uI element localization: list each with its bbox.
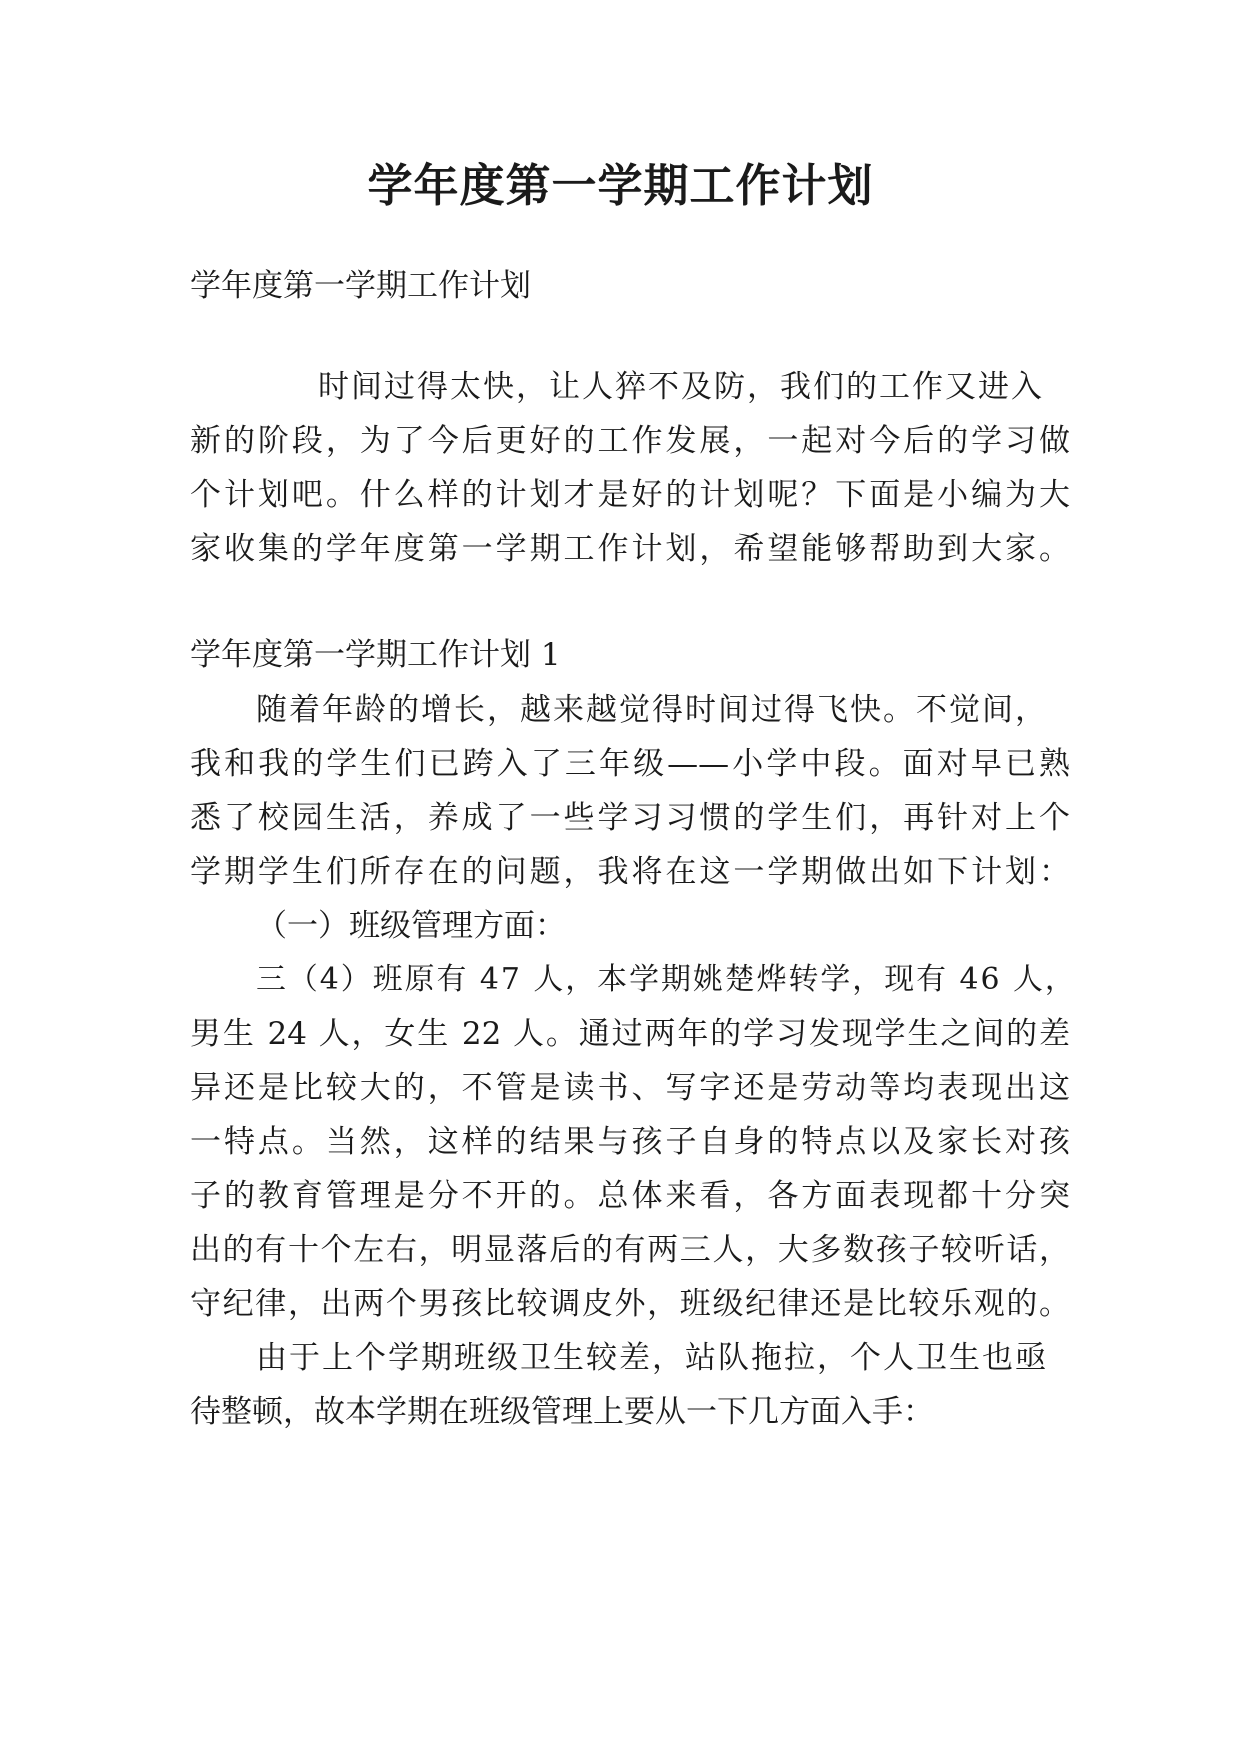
- paragraph3-line-1: 由于上个学期班级卫生较差，站队拖拉，个人卫生也亟: [256, 1340, 1048, 1376]
- paragraph2-line-7: 守纪律，出两个男孩比较调皮外，班级纪律还是比较乐观的。: [190, 1286, 1070, 1322]
- paragraph2-line-5: 子的教育管理是分不开的。总体来看，各方面表现都十分突: [190, 1178, 1070, 1214]
- intro-line-3: 个计划吧。什么样的计划才是好的计划呢？下面是小编为大: [190, 477, 1070, 513]
- paragraph2-line-1: 三（4）班原有 47 人，本学期姚楚烨转学，现有 46 人，: [256, 962, 1077, 997]
- document-title: 学年度第一学期工作计划: [367, 159, 874, 212]
- paragraph3-line-2: 待整顿，故本学期在班级管理上要从一下几方面入手：: [190, 1394, 934, 1430]
- intro-line-1: 时间过得太快，让人猝不及防，我们的工作又进入: [318, 369, 1044, 405]
- paragraph1-line-1: 随着年龄的增长，越来越觉得时间过得飞快。不觉间，: [256, 692, 1048, 728]
- section-heading: 学年度第一学期工作计划 1: [190, 637, 561, 673]
- paragraph2-line-6: 出的有十个左右，明显落后的有两三人，大多数孩子较听话，: [190, 1232, 1070, 1268]
- intro-line-4: 家收集的学年度第一学期工作计划，希望能够帮助到大家。: [190, 531, 1070, 567]
- document-subtitle: 学年度第一学期工作计划: [190, 268, 531, 304]
- paragraph1-line-3: 悉了校园生活，养成了一些学习习惯的学生们，再针对上个: [190, 800, 1070, 836]
- paragraph2-line-2: 男生 24 人，女生 22 人。通过两年的学习发现学生之间的差: [190, 1016, 1070, 1052]
- paragraph2-line-3: 异还是比较大的，不管是读书、写字还是劳动等均表现出这: [190, 1070, 1070, 1106]
- subheading-class-management: （一）班级管理方面：: [256, 908, 566, 944]
- paragraph2-line-4: 一特点。当然，这样的结果与孩子自身的特点以及家长对孩: [190, 1124, 1070, 1160]
- paragraph1-line-2: 我和我的学生们已跨入了三年级——小学中段。面对早已熟: [190, 746, 1070, 782]
- paragraph1-line-4: 学期学生们所存在的问题，我将在这一学期做出如下计划：: [190, 854, 1070, 890]
- intro-line-2: 新的阶段，为了今后更好的工作发展，一起对今后的学习做: [190, 423, 1070, 459]
